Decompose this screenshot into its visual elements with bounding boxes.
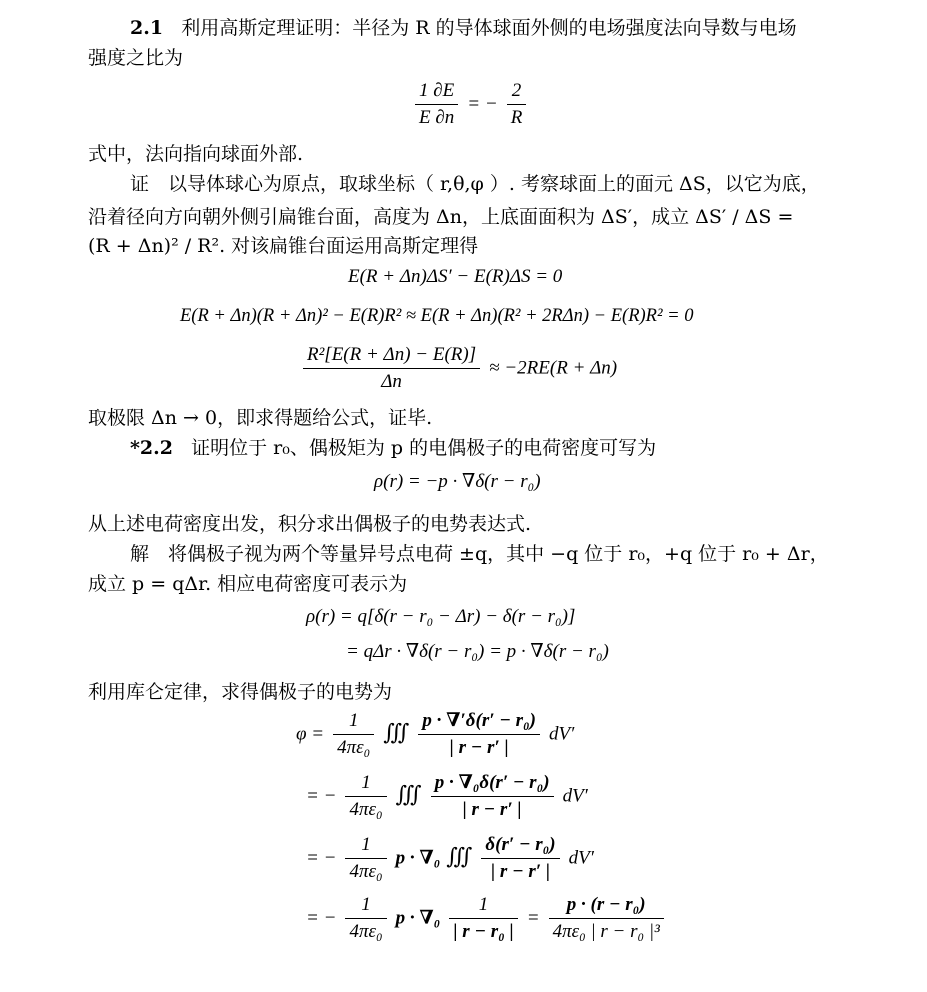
equation-potential-2: = − $\frac{1}{\text{4πε₀}}$ ∭ $\frac{\text{p · ∇₀δ(r′ − r₀)}}{| r - r' |}$ dV′ — [306, 772, 588, 820]
statement-text: 证明位于 r₀、偶极矩为 p 的电偶极子的电荷密度可写为 — [191, 437, 657, 459]
statement-text: 利用高斯定理证明：半径为 R 的导体球面外侧的电场强度法向导数与电场 — [181, 17, 797, 39]
equation-2-1-main: $\frac{1 \partial E}{E \partial n}$ = − $\frac{2}{R}$ — [412, 78, 529, 131]
equation-potential-4: = − $\frac{1}{\text{4πε₀}}$ p · ∇₀ $\frac{1}{\text{| r − r₀ |}}$ = $\frac{\text{p · (r − r₀)}}{\text{4πε₀ | r − r₀ |³}}$ — [306, 892, 667, 945]
proof-line-1: 证 以导体球心为原点，取球坐标（ r,θ,φ ）. 考察球面上的面元 ΔS，以它为底， — [130, 173, 820, 195]
problem-number: 2.1 — [130, 17, 164, 39]
equation-density: ρ(r) = −p · ∇δ(r − r₀) — [374, 471, 541, 492]
proof-conclusion: 取极限 Δn → 0，即求得题给公式，证毕. — [88, 407, 433, 429]
problem-2-2-line-2: 从上述电荷密度出发，积分求出偶极子的电势表达式. — [88, 513, 532, 535]
equation-potential-3: = − $\frac{1}{\text{4πε₀}}$ p · ∇₀ ∭ $\frac{\text{δ(r′ − r₀)}}{| r - r' |}$ dV′ — [306, 834, 594, 882]
solution-line-3: 利用库仑定律，求得偶极子的电势为 — [88, 681, 393, 703]
problem-2-1-line-2: 强度之比为 — [88, 47, 184, 69]
fraction-rhs: $\frac{2}{R}$ — [507, 78, 527, 131]
equation-density-2: ρ(r) = q[δ(r − r₀ − Δr) − δ(r − r₀)] — [306, 606, 576, 627]
solution-line-2: 成立 p = qΔr. 相应电荷密度可表示为 — [88, 573, 408, 595]
triple-integral-icon: ∭ — [383, 719, 410, 745]
proof-line-3: (R + Δn)² / R². 对该扁锥台面运用高斯定理得 — [88, 235, 479, 257]
problem-number: *2.2 — [130, 437, 173, 459]
fraction-gauss: $\frac{\text{R²[E(R + Δn) − E(R)]}}{\Delta n}$ — [303, 342, 480, 395]
equation-potential-1: φ = $\frac{1}{\text{4πε₀}}$ ∭ $\frac{\text{p · ∇′δ(r′ − r₀)}}{| r - r' |}$ dV′ — [296, 710, 575, 758]
equation-gauss-2: E(R + Δn)(R + Δn)² − E(R)R² ≈ E(R + Δn)(R² + 2RΔn) − E(R)R² = 0 — [180, 306, 694, 326]
equation-gauss-3: $\frac{\text{R²[E(R + Δn) − E(R)]}}{\Delta n}$ ≈ −2RE(R + Δn) — [300, 342, 617, 395]
triple-integral-icon: ∭ — [446, 843, 473, 869]
equation-density-3: = qΔr · ∇δ(r − r₀) = p · ∇δ(r − r₀) — [346, 641, 609, 662]
problem-2-1-line-3: 式中，法向指向球面外部. — [88, 143, 304, 165]
fraction-lhs: $\frac{1 \partial E}{E \partial n}$ — [415, 78, 458, 131]
solution-line-1: 解 将偶极子视为两个等量异号点电荷 ±q，其中 −q 位于 r₀，+q 位于 r₀ + Δr， — [130, 543, 829, 565]
problem-2-1-line-1 — [130, 14, 797, 42]
problem-2-2-line-1 — [130, 434, 656, 462]
proof-line-2: 沿着径向方向朝外侧引扁锥台面，高度为 Δn，上底面面积为 ΔS′，成立 ΔS′ / ΔS = — [88, 206, 794, 228]
triple-integral-icon: ∭ — [395, 781, 422, 807]
equation-gauss-1: E(R + Δn)ΔS′ − E(R)ΔS = 0 — [348, 266, 563, 287]
